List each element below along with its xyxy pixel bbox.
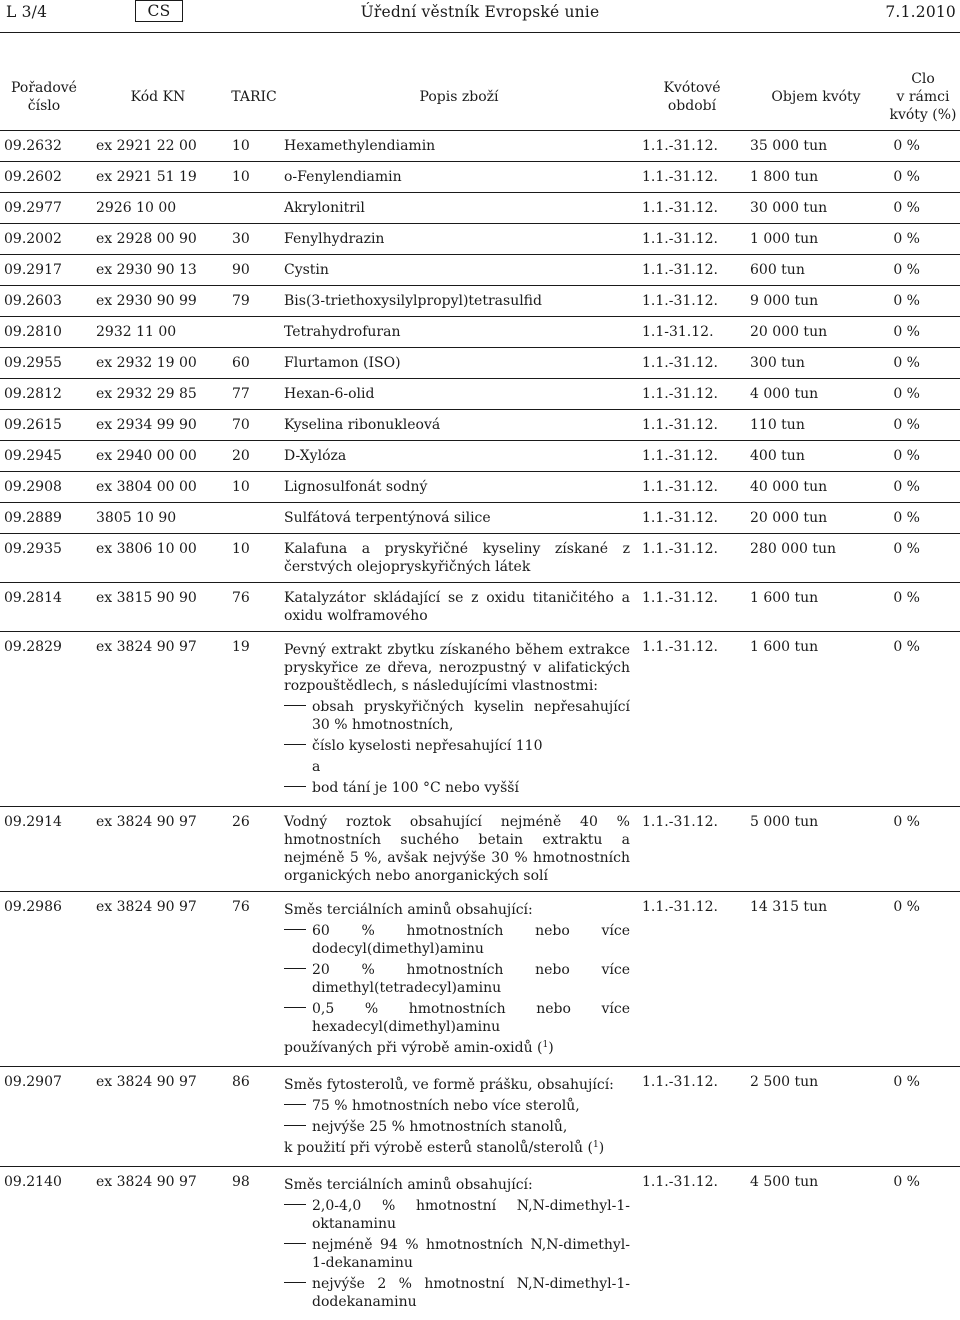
- duty-rate: 0 %: [886, 583, 960, 632]
- cn-code: ex 3806 10 00: [88, 534, 228, 583]
- quota-period: 1.1.-31.12.: [638, 410, 746, 441]
- order-number: 09.2810: [0, 317, 88, 348]
- quota-volume: 400 tun: [746, 441, 886, 472]
- quota-volume: 1 800 tun: [746, 162, 886, 193]
- col-description: Popis zboží: [280, 64, 638, 131]
- taric-code: 98: [228, 1167, 280, 1320]
- list-item: obsah pryskyřičných kyselin nepřesahující 30 % hmotnostních,: [284, 698, 630, 734]
- quota-volume: 280 000 tun: [746, 534, 886, 583]
- description: Flurtamon (ISO): [280, 348, 638, 379]
- journal-title: Úřední věstník Evropské unie: [0, 3, 960, 21]
- order-number: 09.2889: [0, 503, 88, 534]
- table-row: [0, 286, 960, 317]
- table-body-complex: [0, 632, 960, 1320]
- description-intro: Směs fytosterolů, ve formě prášku, obsahující:: [284, 1076, 630, 1094]
- cn-code: ex 3824 90 97: [88, 892, 228, 1067]
- list-item: nejvýše 2 % hmotnostní N,N-dimethyl-1-dodekanaminu: [284, 1275, 630, 1311]
- order-number: 09.2917: [0, 255, 88, 286]
- order-number: 09.2812: [0, 379, 88, 410]
- quota-period: 1.1.-31.12.: [638, 583, 746, 632]
- duty-rate: 0 %: [886, 286, 960, 317]
- description: Fenylhydrazin: [280, 224, 638, 255]
- cn-code: ex 2934 99 90: [88, 410, 228, 441]
- duty-rate: 0 %: [886, 193, 960, 224]
- duty-rate: 0 %: [886, 441, 960, 472]
- taric-code: 60: [228, 348, 280, 379]
- quota-period: 1.1.-31.12.: [638, 503, 746, 534]
- conjunction: a: [284, 758, 630, 776]
- page-number: L 3/4: [6, 3, 47, 21]
- table-row: [0, 503, 960, 534]
- header-rule: [0, 32, 960, 33]
- quota-period: 1.1-31.12.: [638, 317, 746, 348]
- description: Bis(3-triethoxysilylpropyl)tetrasulfid: [280, 286, 638, 317]
- duty-rate: 0 %: [886, 255, 960, 286]
- quota-period: 1.1.-31.12.: [638, 472, 746, 503]
- table-row: [0, 583, 960, 632]
- description: Kalafuna a pryskyřičné kyseliny získané z čerstvých olejopryskyřičných látek: [280, 534, 638, 583]
- quota-volume: 1 600 tun: [746, 583, 886, 632]
- table-row: [0, 1167, 960, 1320]
- order-number: 09.2002: [0, 224, 88, 255]
- description: Cystin: [280, 255, 638, 286]
- taric-code: 79: [228, 286, 280, 317]
- table-body: [0, 131, 960, 632]
- list-item: 20 % hmotnostních nebo více dimethyl(tetradecyl)aminu: [284, 961, 630, 997]
- cn-code: ex 2932 29 85: [88, 379, 228, 410]
- list-item: bod tání je 100 °C nebo vyšší: [284, 779, 630, 797]
- taric-code: 30: [228, 224, 280, 255]
- duty-rate: 0 %: [886, 131, 960, 162]
- description: Hexan-6-olid: [280, 379, 638, 410]
- description: Hexamethylendiamin: [280, 131, 638, 162]
- quota-volume: 5 000 tun: [746, 807, 886, 892]
- table-header-row: [0, 64, 960, 131]
- list-item: číslo kyselosti nepřesahující 110: [284, 737, 630, 755]
- quota-period: 1.1.-31.12.: [638, 441, 746, 472]
- list-item: nejméně 94 % hmotnostních N,N-dimethyl-1-dekanaminu: [284, 1236, 630, 1272]
- taric-code: 70: [228, 410, 280, 441]
- cn-code: 3805 10 90: [88, 503, 228, 534]
- quota-period: 1.1.-31.12.: [638, 131, 746, 162]
- description-intro: Směs terciálních aminů obsahující:: [284, 1176, 630, 1194]
- table-row: [0, 410, 960, 441]
- duty-rate: 0 %: [886, 1067, 960, 1167]
- order-number: 09.2945: [0, 441, 88, 472]
- quota-period: 1.1.-31.12.: [638, 534, 746, 583]
- quota-volume: 110 tun: [746, 410, 886, 441]
- taric-code: 26: [228, 807, 280, 892]
- order-number: 09.2814: [0, 583, 88, 632]
- table-row: [0, 1067, 960, 1167]
- cn-code: ex 3824 90 97: [88, 1067, 228, 1167]
- table-row: [0, 193, 960, 224]
- duty-rate: 0 %: [886, 162, 960, 193]
- list-item: 0,5 % hmotnostních nebo více hexadecyl(dimethyl)aminu: [284, 1000, 630, 1036]
- cn-code: ex 2932 19 00: [88, 348, 228, 379]
- cn-code: ex 2928 00 90: [88, 224, 228, 255]
- quota-period: 1.1.-31.12.: [638, 892, 746, 1067]
- quota-table: [0, 64, 960, 1320]
- order-number: 09.2632: [0, 131, 88, 162]
- taric-code: 19: [228, 632, 280, 807]
- cn-code: 2932 11 00: [88, 317, 228, 348]
- table-row: [0, 807, 960, 892]
- description: Sulfátová terpentýnová silice: [280, 503, 638, 534]
- description: [280, 632, 638, 807]
- quota-volume: 40 000 tun: [746, 472, 886, 503]
- quota-period: 1.1.-31.12.: [638, 224, 746, 255]
- table-row: [0, 632, 960, 807]
- col-cn-code: Kód KN: [88, 64, 228, 131]
- quota-period: 1.1.-31.12.: [638, 162, 746, 193]
- duty-rate: 0 %: [886, 534, 960, 583]
- cn-code: ex 3815 90 90: [88, 583, 228, 632]
- description-outro: k použití při výrobě esterů stanolů/sterolů ($^1$): [284, 1139, 630, 1157]
- list-item: nejvýše 25 % hmotnostních stanolů,: [284, 1118, 630, 1136]
- col-duty: Clo v rámci kvóty (%): [886, 64, 960, 131]
- taric-code: 10: [228, 162, 280, 193]
- taric-code: 10: [228, 534, 280, 583]
- order-number: 09.2615: [0, 410, 88, 441]
- description: o-Fenylendiamin: [280, 162, 638, 193]
- list-item: 2,0-4,0 % hmotnostní N,N-dimethyl-1-oktanaminu: [284, 1197, 630, 1233]
- quota-volume: 35 000 tun: [746, 131, 886, 162]
- table-row: [0, 379, 960, 410]
- description: Lignosulfonát sodný: [280, 472, 638, 503]
- table-row: [0, 162, 960, 193]
- order-number: 09.2907: [0, 1067, 88, 1167]
- description: Akrylonitril: [280, 193, 638, 224]
- quota-period: 1.1.-31.12.: [638, 807, 746, 892]
- cn-code: ex 2930 90 99: [88, 286, 228, 317]
- quota-volume: 9 000 tun: [746, 286, 886, 317]
- table-row: [0, 472, 960, 503]
- cn-code: ex 3804 00 00: [88, 472, 228, 503]
- table-row: [0, 255, 960, 286]
- taric-code: 90: [228, 255, 280, 286]
- col-quota-period: Kvótové období: [638, 64, 746, 131]
- description: [280, 1167, 638, 1320]
- quota-period: 1.1.-31.12.: [638, 1167, 746, 1320]
- quota-volume: 600 tun: [746, 255, 886, 286]
- duty-rate: 0 %: [886, 1167, 960, 1320]
- taric-code: 76: [228, 583, 280, 632]
- quota-volume: 20 000 tun: [746, 317, 886, 348]
- col-taric: TARIC: [228, 64, 280, 131]
- quota-volume: 20 000 tun: [746, 503, 886, 534]
- quota-period: 1.1.-31.12.: [638, 379, 746, 410]
- quota-period: 1.1.-31.12.: [638, 286, 746, 317]
- list-item: 75 % hmotnostních nebo více sterolů,: [284, 1097, 630, 1115]
- cn-code: ex 3824 90 97: [88, 807, 228, 892]
- taric-code: [228, 193, 280, 224]
- taric-code: 10: [228, 472, 280, 503]
- quota-volume: 300 tun: [746, 348, 886, 379]
- cn-code: ex 2930 90 13: [88, 255, 228, 286]
- order-number: 09.2829: [0, 632, 88, 807]
- description: Vodný roztok obsahující nejméně 40 % hmotnostních suchého betain extraktu a nejméně 5 %, avšak nejvýše 30 % hmotnostních organických nebo anorganických solí: [280, 807, 638, 892]
- description: D-Xylóza: [280, 441, 638, 472]
- order-number: 09.2986: [0, 892, 88, 1067]
- quota-volume: 2 500 tun: [746, 1067, 886, 1167]
- cn-code: ex 2940 00 00: [88, 441, 228, 472]
- taric-code: 76: [228, 892, 280, 1067]
- list-item: 60 % hmotnostních nebo více dodecyl(dimethyl)aminu: [284, 922, 630, 958]
- order-number: 09.2908: [0, 472, 88, 503]
- order-number: 09.2914: [0, 807, 88, 892]
- quota-volume: 4 500 tun: [746, 1167, 886, 1320]
- order-number: 09.2977: [0, 193, 88, 224]
- quota-period: 1.1.-31.12.: [638, 193, 746, 224]
- order-number: 09.2955: [0, 348, 88, 379]
- taric-code: [228, 317, 280, 348]
- quota-period: 1.1.-31.12.: [638, 632, 746, 807]
- description-outro: používaných při výrobě amin-oxidů ($^1$): [284, 1039, 630, 1057]
- cn-code: ex 3824 90 97: [88, 632, 228, 807]
- table-row: [0, 224, 960, 255]
- quota-volume: 1 000 tun: [746, 224, 886, 255]
- quota-volume: 30 000 tun: [746, 193, 886, 224]
- duty-rate: 0 %: [886, 348, 960, 379]
- quota-period: 1.1.-31.12.: [638, 255, 746, 286]
- table-row: [0, 534, 960, 583]
- language-code: CS: [135, 0, 183, 22]
- footnote-ref: 1: [543, 1040, 549, 1050]
- duty-rate: 0 %: [886, 410, 960, 441]
- description: Kyselina ribonukleová: [280, 410, 638, 441]
- taric-code: 10: [228, 131, 280, 162]
- quota-volume: 14 315 tun: [746, 892, 886, 1067]
- order-number: 09.2140: [0, 1167, 88, 1320]
- col-quota-volume: Objem kvóty: [746, 64, 886, 131]
- quota-volume: 1 600 tun: [746, 632, 886, 807]
- duty-rate: 0 %: [886, 632, 960, 807]
- cn-code: ex 2921 51 19: [88, 162, 228, 193]
- order-number: 09.2935: [0, 534, 88, 583]
- duty-rate: 0 %: [886, 807, 960, 892]
- table-row: [0, 348, 960, 379]
- quota-period: 1.1.-31.12.: [638, 1067, 746, 1167]
- duty-rate: 0 %: [886, 503, 960, 534]
- description: [280, 1067, 638, 1167]
- footnote-ref: 1: [593, 1140, 599, 1150]
- col-order-number: Pořadové číslo: [0, 64, 88, 131]
- duty-rate: 0 %: [886, 224, 960, 255]
- description: Tetrahydrofuran: [280, 317, 638, 348]
- quota-period: 1.1.-31.12.: [638, 348, 746, 379]
- quota-volume: 4 000 tun: [746, 379, 886, 410]
- cn-code: ex 3824 90 97: [88, 1167, 228, 1320]
- duty-rate: 0 %: [886, 379, 960, 410]
- taric-code: 77: [228, 379, 280, 410]
- order-number: 09.2602: [0, 162, 88, 193]
- table-row: [0, 892, 960, 1067]
- description: [280, 892, 638, 1067]
- taric-code: 20: [228, 441, 280, 472]
- description-intro: Pevný extrakt zbytku získaného během extrakce pryskyřice ze dřeva, nerozpustný v alifatických rozpouštědlech, s následujícími vlastnostmi:: [284, 641, 630, 695]
- taric-code: 86: [228, 1067, 280, 1167]
- table-row: [0, 441, 960, 472]
- page-header: [0, 0, 960, 30]
- table-row: [0, 317, 960, 348]
- taric-code: [228, 503, 280, 534]
- description: Katalyzátor skládající se z oxidu titaničitého a oxidu wolframového: [280, 583, 638, 632]
- duty-rate: 0 %: [886, 892, 960, 1067]
- order-number: 09.2603: [0, 286, 88, 317]
- table-row: [0, 131, 960, 162]
- cn-code: 2926 10 00: [88, 193, 228, 224]
- duty-rate: 0 %: [886, 472, 960, 503]
- duty-rate: 0 %: [886, 317, 960, 348]
- publication-date: 7.1.2010: [885, 3, 956, 21]
- cn-code: ex 2921 22 00: [88, 131, 228, 162]
- description-intro: Směs terciálních aminů obsahující:: [284, 901, 630, 919]
